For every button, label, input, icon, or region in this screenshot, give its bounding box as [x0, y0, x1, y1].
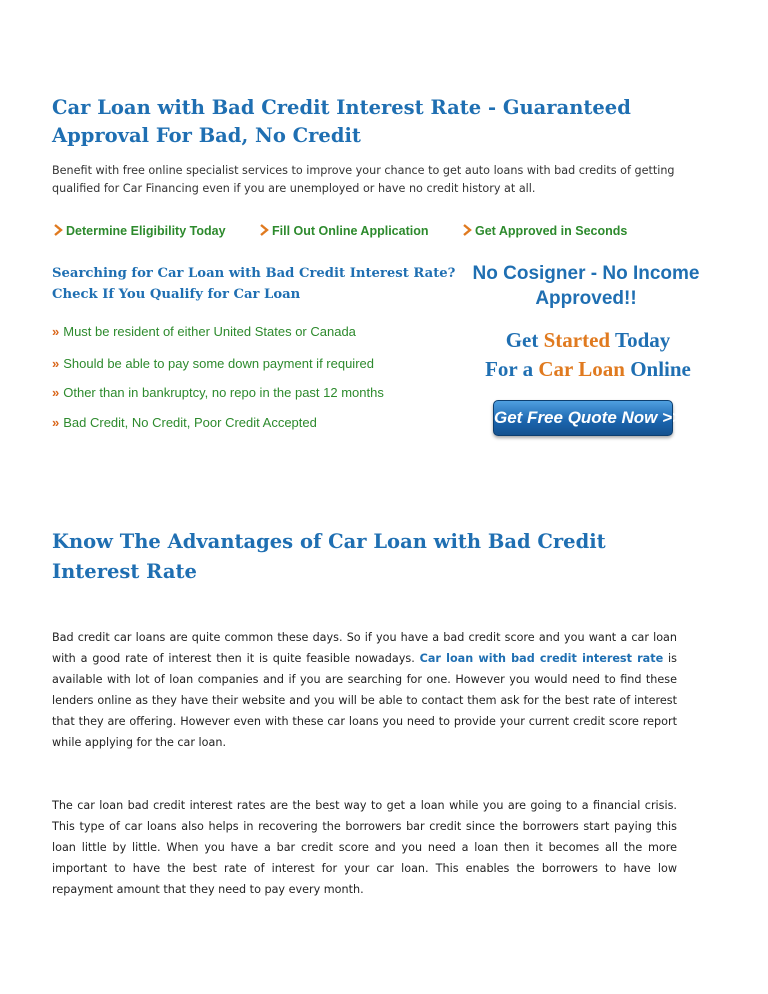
chevron-right-icon [54, 224, 63, 236]
get-started-cta [462, 326, 714, 384]
step-fill-application[interactable] [260, 224, 428, 238]
paragraph-text: Bad credit car loans are quite common these days. So if you have a bad credit score and you want a car loan with a good rate of interest then it is quite feasible nowadays. [52, 631, 677, 665]
steps-bar [52, 224, 692, 242]
step-label: Get Approved in Seconds [475, 224, 628, 238]
page-title: Car Loan with Bad Credit Interest Rate - Guaranteed Approval For Bad, No Credit [52, 96, 631, 147]
get-free-quote-button[interactable]: Get Free Quote Now >> [493, 400, 673, 436]
search-heading-line2: Check If You Qualify for Car Loan [52, 287, 301, 302]
requirement-text: Bad Credit, No Credit, Poor Credit Accepted [63, 415, 317, 430]
no-cosigner-banner [460, 261, 712, 311]
no-cosigner-line2: Approved!! [535, 288, 637, 309]
paragraph-1 [52, 627, 677, 753]
search-heading-line1: Searching for Car Loan with Bad Credit Interest Rate? [52, 266, 456, 281]
paragraph-2: The car loan bad credit interest rates are the best way to get a loan while you are going to a financial crisis. This type of car loans also helps in recovering the borrowers bar credit since the borrowers start paying this loan little by little. When you have a bar credit score and you need a loan then it becomes all the more important to have the best rate of interest for your car loan. This enables the borrowers to have low repayment amount that they need to pay every month. [52, 799, 677, 896]
bullet-marker: » [52, 324, 60, 339]
bullet-marker: » [52, 356, 60, 371]
step-label: Fill Out Online Application [272, 224, 429, 238]
step-determine-eligibility[interactable] [54, 224, 226, 238]
bullet-marker: » [52, 385, 60, 400]
cta-word: Online [630, 357, 691, 381]
requirement-item [52, 415, 317, 430]
requirement-item [52, 324, 356, 339]
step-get-approved[interactable] [463, 224, 627, 238]
requirement-text: Should be able to pay some down payment if required [63, 356, 374, 371]
cta-highlight: Car Loan [538, 357, 625, 381]
advantages-heading: Know The Advantages of Car Loan with Bad Credit Interest Rate [52, 530, 606, 583]
requirement-item [52, 356, 374, 371]
requirement-item [52, 385, 384, 400]
chevron-right-icon [463, 224, 472, 236]
cta-word: Today [615, 328, 671, 352]
no-cosigner-line1: No Cosigner - No Income [472, 263, 700, 284]
car-loan-link[interactable]: Car loan with bad credit interest rate [419, 652, 664, 665]
intro-text: Benefit with free online specialist services to improve your chance to get auto loans with bad credits of getting qualified for Car Financing even if you are unemployed or have no credit history at all. [52, 164, 675, 195]
search-heading [52, 263, 462, 305]
step-label: Determine Eligibility Today [66, 224, 226, 238]
bullet-marker: » [52, 415, 60, 430]
requirement-text: Must be resident of either United States or Canada [63, 324, 356, 339]
cta-highlight: Started [543, 328, 611, 352]
paragraph-text: is available with lot of loan companies and if you are searching for one. However you would need to find these lenders online as they have their website and you will be able to contact them ask for the best rate of interest that they are offering. However even with these car loans you need to provide your current credit score report while applying for the car loan. [52, 652, 677, 749]
requirement-text: Other than in bankruptcy, no repo in the past 12 months [63, 385, 384, 400]
chevron-right-icon [260, 224, 269, 236]
cta-word: Get [505, 328, 539, 352]
cta-word: For a [485, 357, 534, 381]
